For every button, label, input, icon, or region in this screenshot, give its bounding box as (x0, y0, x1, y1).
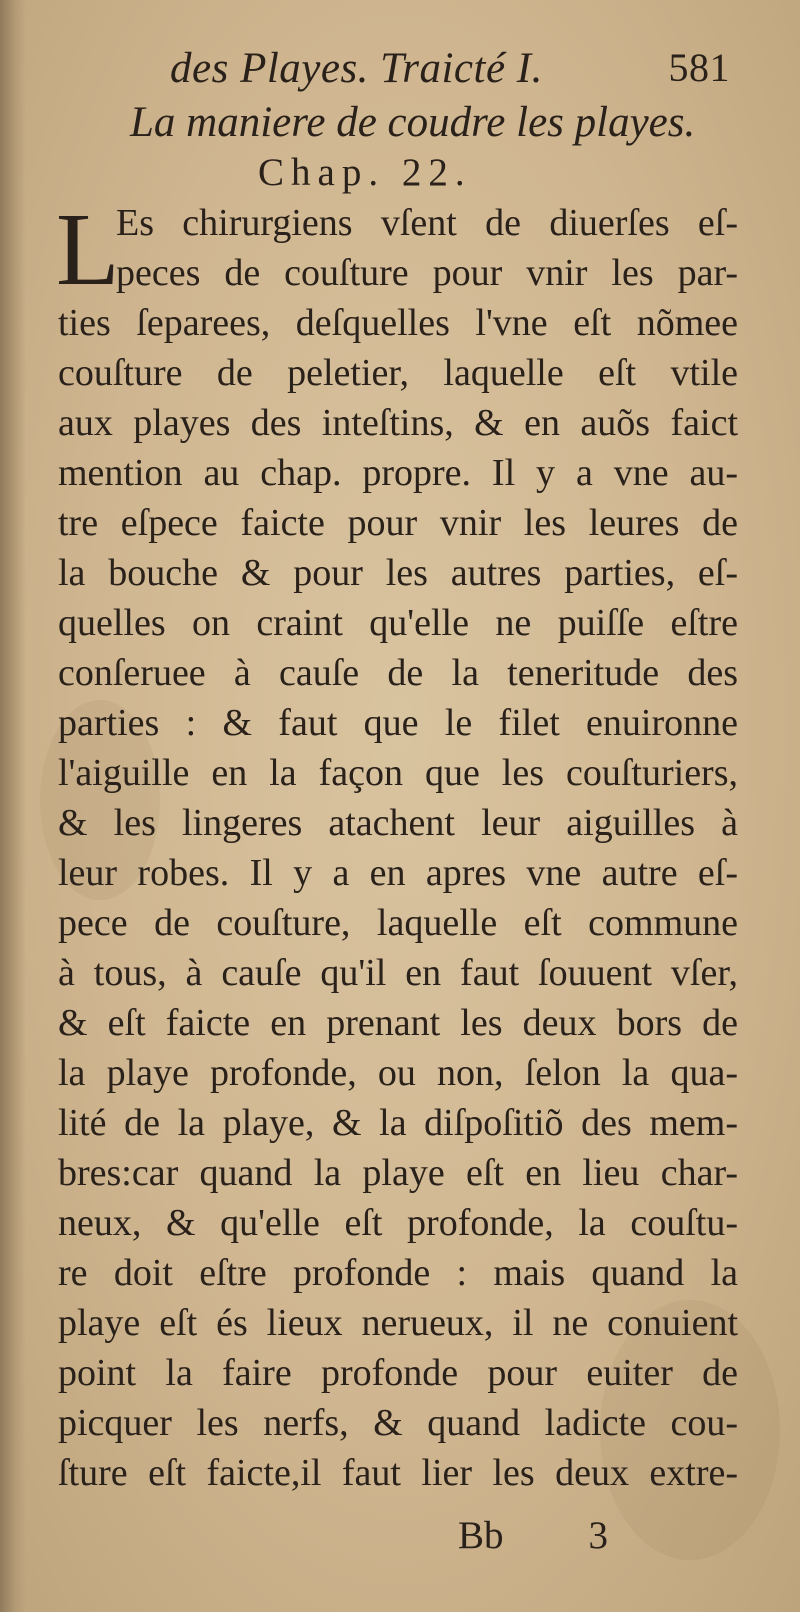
page-number: 581 (668, 45, 730, 90)
text-line: la playe profonde, ou non, ſelon la qua- (58, 1052, 738, 1094)
text-line: neux, & qu'elle eſt profonde, la couſtu- (58, 1202, 738, 1244)
drop-cap: L (56, 192, 120, 307)
text-line: quelles on craint qu'elle ne puiſſe eſtre (58, 602, 738, 644)
chapter-number: Chap. 22. (258, 151, 472, 194)
text-line: aux playes des inteſtins, & en auõs faict (58, 402, 738, 444)
text-line: bres:car quand la playe eſt en lieu char- (58, 1152, 738, 1194)
text-line: lité de la playe, & la diſpoſitiõ des mem- (58, 1102, 738, 1144)
body-text (56, 192, 738, 1498)
text-line: pece de couſture, laquelle eſt commune (58, 902, 738, 944)
text-line: point la faire profonde pour euiter de (58, 1352, 738, 1394)
text-line: parties : & faut que le filet enuironne (58, 702, 738, 744)
binding-gutter (0, 0, 26, 1612)
text-line: Es chirurgiens vſent de diuerſes eſ- (116, 202, 738, 244)
running-head-title: des Playes. Traicté I. (170, 45, 543, 92)
running-head (170, 44, 730, 104)
text-line: & les lingeres atachent leur aiguilles à (58, 802, 738, 844)
text-line: peces de couſture pour vnir les par- (116, 252, 738, 294)
text-line: couſture de peletier, laquelle eſt vtile (58, 352, 738, 394)
text-line: leur robes. Il y a en apres vne autre eſ- (58, 852, 738, 894)
signature-mark (458, 1513, 608, 1558)
text-line: & eſt faicte en prenant les deux bors de (58, 1002, 738, 1044)
text-line: l'aiguille en la façon que les couſturiers, (58, 752, 738, 794)
signature-number: 3 (588, 1514, 608, 1557)
text-line: re doit eſtre profonde : mais quand la (58, 1252, 738, 1294)
text-line: picquer les nerfs, & quand ladicte cou- (58, 1402, 738, 1444)
text-line: la bouche & pour les autres parties, eſ- (58, 552, 738, 594)
text-line: conſeruee à cauſe de la teneritude des (58, 652, 738, 694)
text-line: playe eſt és lieux nerueux, il ne conuient (58, 1302, 738, 1344)
text-line: mention au chap. propre. Il y a vne au- (58, 452, 738, 494)
text-line: tre eſpece faicte pour vnir les leures de (58, 502, 738, 544)
text-line: à tous, à cauſe qu'il en faut ſouuent vſer, (58, 952, 738, 994)
text-line: ſture eſt faicte,il faut lier les deux extre- (58, 1452, 738, 1494)
text-line: ties ſeparees, deſquelles l'vne eſt nõmee (58, 302, 738, 344)
chapter-title: La maniere de coudre les playes. (130, 99, 696, 146)
signature-letters: Bb (458, 1514, 504, 1557)
